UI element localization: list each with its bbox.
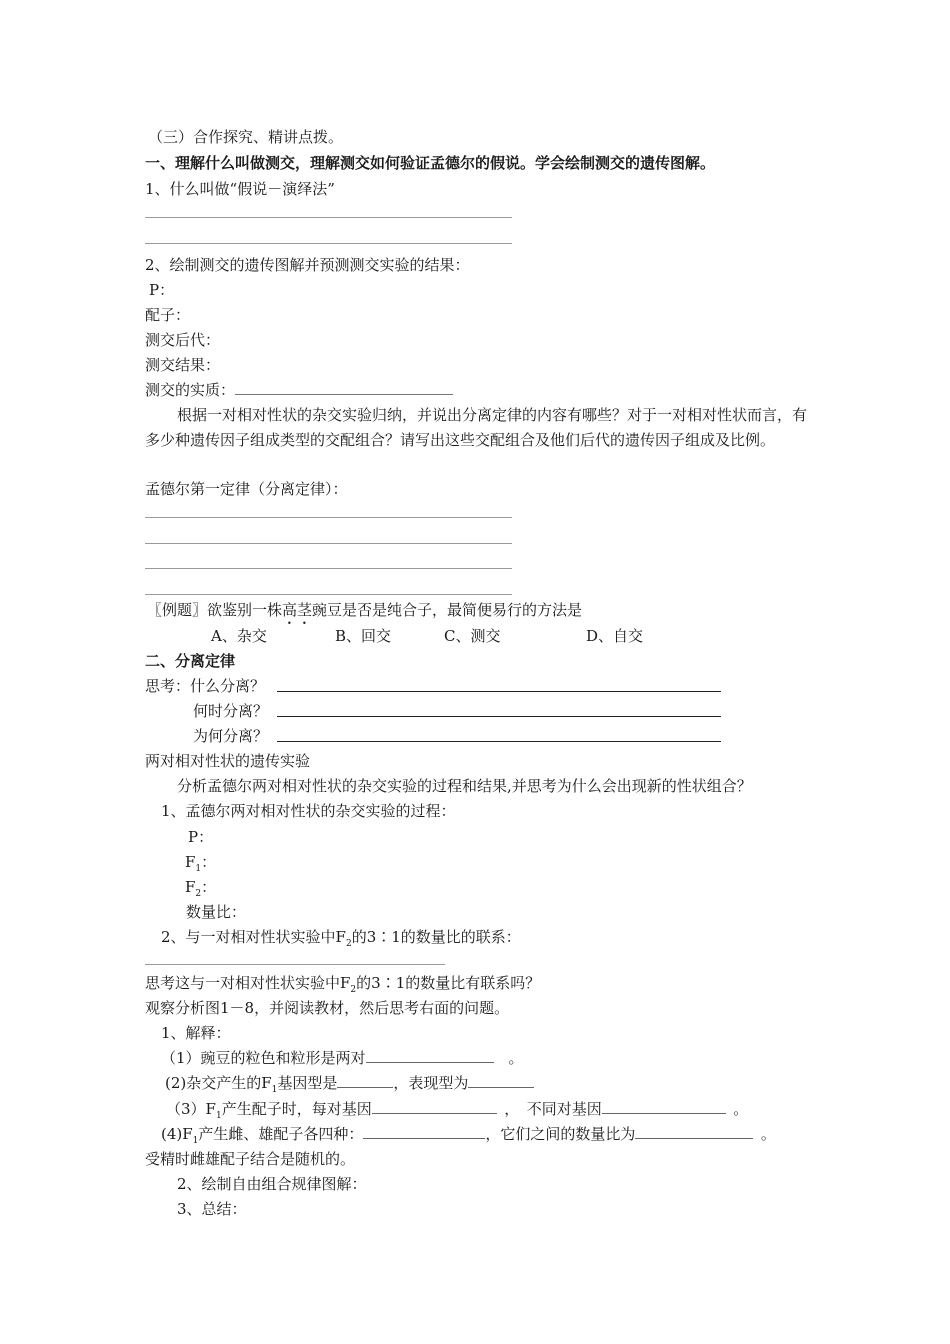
think-when-label: 何时分离？ (193, 702, 269, 720)
think-what-row (145, 676, 265, 696)
answer-line (145, 517, 512, 518)
ratio-label: 数量比： (186, 903, 247, 921)
question-2: 2、绘制测交的遗传图解并预测测交实验的结果： (145, 256, 470, 274)
answer-line (145, 568, 512, 569)
question-1: 1、什么叫做“假说－演绎法” (145, 180, 335, 198)
think-link-question: 思考这与一对相对性状实验中$F_2$的3∶1的数量比有联系吗？ (145, 974, 541, 995)
parent-label: P： (149, 281, 175, 299)
blank-2 (337, 1073, 393, 1088)
explain-1: （1）豌豆的粒色和粒形是两对 。 (161, 1049, 524, 1067)
blank-1 (366, 1048, 494, 1063)
answer-line (277, 691, 721, 692)
f2-label: $F_2$： (185, 878, 217, 899)
summary-item: 3、总结： (177, 1200, 247, 1218)
section-one-heading: 一、理解什么叫做测交，理解测交如何验证孟德尔的假说。学会绘制测交的遗传图解。 (145, 154, 716, 172)
explain-4: $(4)F_1$产生雌、雄配子各四种： ，它们之间的数量比为 。 (161, 1125, 776, 1146)
think-why-label: 为何分离？ (193, 727, 269, 745)
option-b: B、回交 (335, 627, 392, 645)
essence-blank (235, 380, 453, 395)
draw-item: 2、绘制自由组合规律图解： (177, 1175, 367, 1193)
option-d: D、自交 (586, 627, 644, 645)
example-question (147, 600, 582, 628)
analysis-text: 分析孟德尔两对相对性状的杂交实验的过程和结果,并思考为什么会出现新的性状组合？ (177, 777, 752, 795)
explain-2: (2)杂交产生的$F_1$基因型是 ，表现型为 (165, 1073, 534, 1093)
option-c: C、测交 (444, 627, 501, 645)
random-fertilization-text: 受精时雌雄配子结合是随机的。 (145, 1150, 356, 1168)
example-text-post: 豌豆是否是纯合子，最简便易行的方法是 (312, 601, 583, 619)
answer-line (145, 964, 445, 965)
relation-item: 2、与一对相对性状实验中$F_2$的3∶1的数量比的联系： (161, 928, 521, 949)
explain-item: 1、解释： (161, 1024, 231, 1042)
section-three-title: （三）合作探究、精讲点拨。 (148, 128, 344, 146)
testcross-offspring-label: 测交后代： (145, 331, 221, 349)
answer-line (145, 594, 512, 595)
f1-label: $F_1$： (185, 853, 217, 874)
blank-5 (602, 1099, 726, 1114)
testcross-essence-label: 测交的实质： (145, 381, 236, 399)
think-what-label: 思考：什么分离？ (145, 677, 266, 695)
testcross-essence-row (145, 380, 453, 400)
testcross-result-label: 测交结果： (145, 356, 221, 374)
blank-6 (363, 1124, 485, 1139)
answer-line (277, 716, 721, 717)
answer-line (145, 243, 512, 244)
answer-line (277, 741, 721, 742)
blank-4 (372, 1099, 497, 1114)
answer-line (145, 543, 512, 544)
p-generation-label: P： (188, 828, 214, 846)
process-item: 1、孟德尔两对相对性状的杂交实验的过程： (161, 802, 456, 820)
example-text-pre: 〖例题〗欲鉴别一株 (147, 601, 283, 619)
example-emphasis: 高茎 (282, 601, 313, 619)
blank-3 (468, 1073, 534, 1088)
section-two-heading: 二、分离定律 (145, 652, 236, 670)
observe-instruction: 观察分析图1－8，并阅读教材，然后思考右面的问题。 (145, 999, 510, 1017)
gamete-label: 配子： (145, 306, 191, 324)
two-pairs-title: 两对相对性状的遗传实验 (145, 752, 311, 770)
explain-3: $(3)F_1$产生配子时，每对基因 ， 不同对基因 。 (166, 1100, 749, 1121)
blank-7 (635, 1124, 753, 1139)
answer-line (145, 217, 512, 218)
inquiry-paragraph: 根据一对相对性状的杂交实验归纳，并说出分离定律的内容有哪些？对于一对相对性状而言，有多少种遗传因子组成类型的交配组合？请写出这些交配组合及他们后代的遗传因子组成及比例。 (145, 406, 808, 449)
option-a: A、杂交 (211, 627, 267, 645)
segregation-law-label: 孟德尔第一定律（分离定律）： (145, 480, 348, 498)
